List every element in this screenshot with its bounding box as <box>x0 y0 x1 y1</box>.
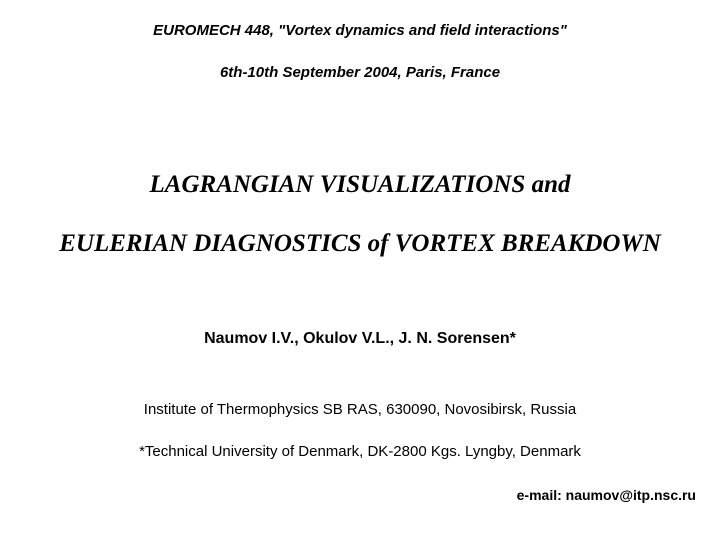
authors: Naumov I.V., Okulov V.L., J. N. Sorensen* <box>204 330 516 347</box>
conference-date-place: 6th-10th September 2004, Paris, France <box>219 64 501 81</box>
contact-email: e-mail: naumov@itp.nsc.ru <box>516 487 696 503</box>
affiliation-2: *Technical University of Denmark, DK-2800 Kgs. Lyngby, Denmark <box>139 443 581 460</box>
title-line-1: LAGRANGIAN VISUALIZATIONS and <box>149 171 571 198</box>
affiliation-1: Institute of Thermophysics SB RAS, 630090, Novosibirsk, Russia <box>143 401 577 418</box>
title-line-2: EULERIAN DIAGNOSTICS of VORTEX BREAKDOWN <box>59 230 661 257</box>
conference-name: EUROMECH 448, "Vortex dynamics and field interactions" <box>153 22 567 39</box>
